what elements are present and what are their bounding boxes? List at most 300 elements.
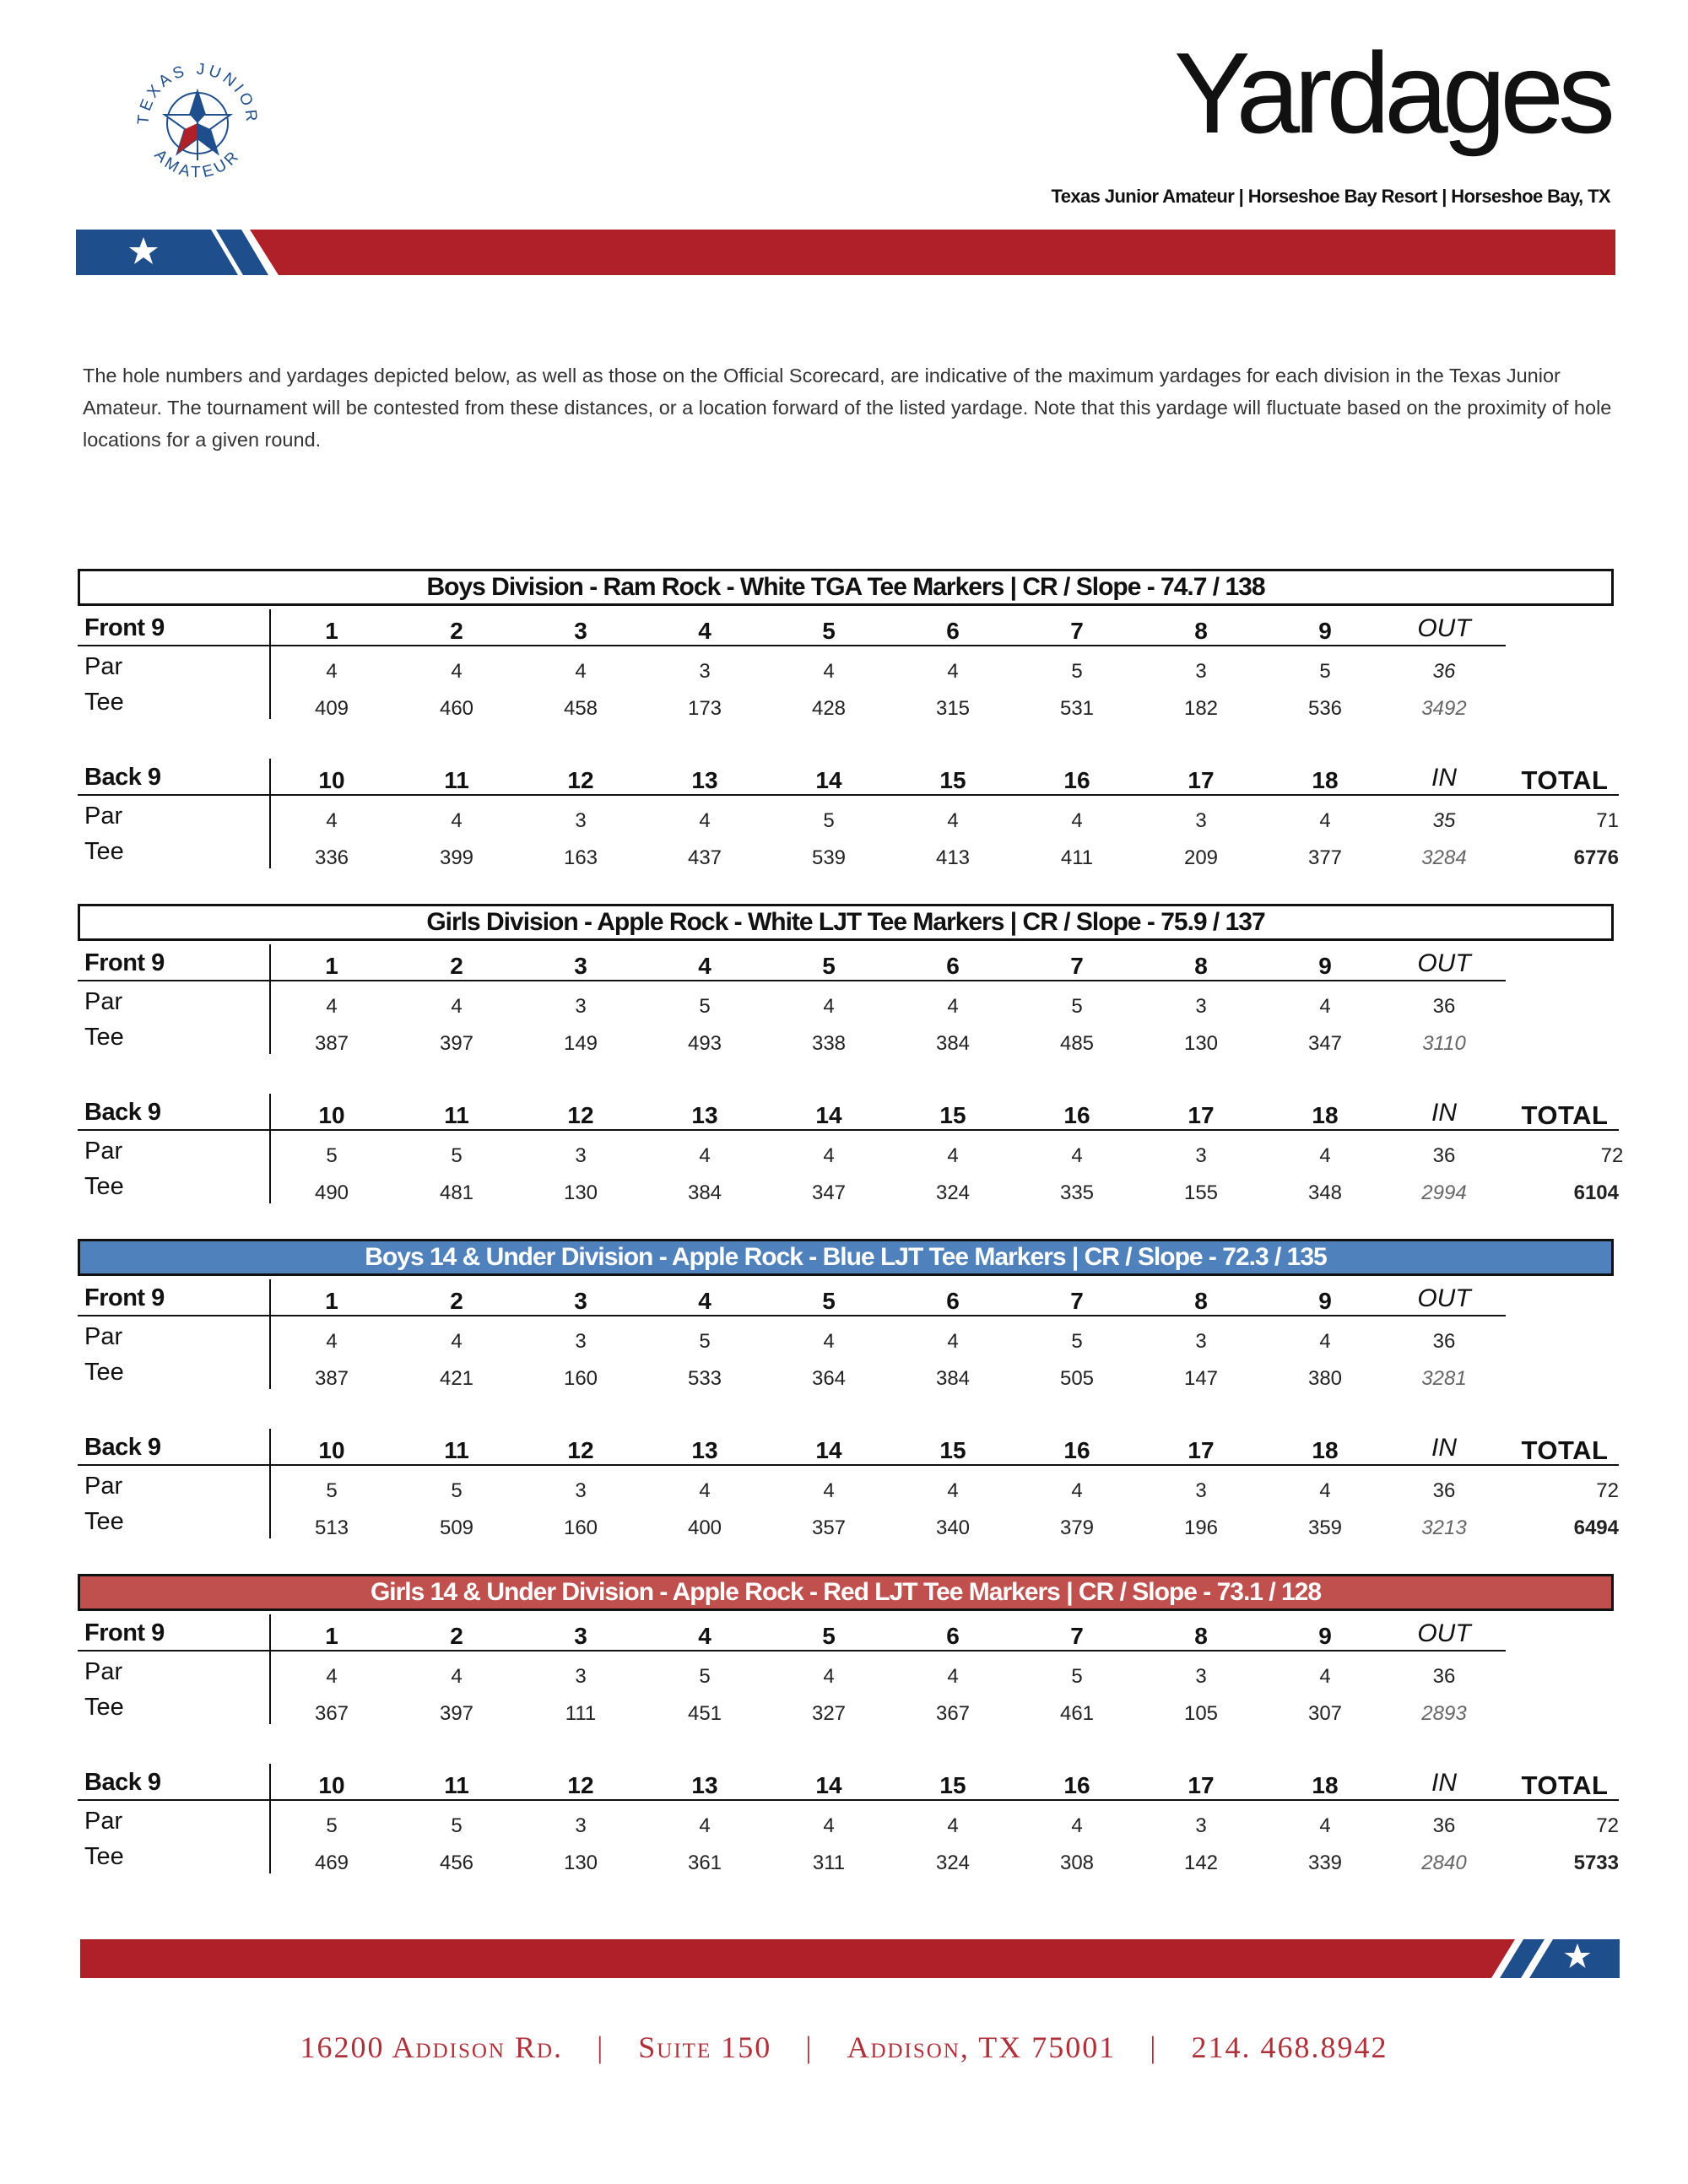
back-nine-block — [78, 1094, 1624, 1212]
par-total: 71 — [1596, 809, 1619, 832]
hole-number: 17 — [1188, 1437, 1215, 1463]
par-value: 3 — [575, 1479, 587, 1502]
yardage-subtotal: 2994 — [1421, 1181, 1467, 1204]
hole-number: 6 — [946, 618, 960, 644]
par-value: 4 — [823, 1479, 835, 1502]
hole-number: 9 — [1318, 618, 1332, 644]
par-value: 5 — [1319, 660, 1331, 683]
yardage-value: 481 — [439, 1181, 474, 1204]
svg-text:TEXAS JUNIOR: TEXAS JUNIOR — [134, 60, 261, 126]
par-value: 4 — [1319, 1814, 1331, 1837]
total-header: TOTAL — [1521, 1435, 1609, 1465]
yardage-value: 105 — [1183, 1702, 1219, 1725]
address-street: 16200 Addison Rd. — [300, 2030, 564, 2064]
tee-row-label: Tee — [84, 838, 124, 865]
hole-number: 10 — [318, 767, 345, 793]
division-title: Boys 14 & Under Division - Apple Rock - Blue LJT Tee Markers | CR / Slope - 72.3 / 135 — [78, 1239, 1614, 1276]
yardage-value: 111 — [565, 1702, 597, 1725]
hole-number: 15 — [939, 1102, 966, 1128]
par-row-label: Par — [84, 1138, 123, 1165]
hole-number: 17 — [1188, 767, 1215, 793]
header-rule — [78, 980, 1506, 981]
yardage-value: 160 — [563, 1367, 598, 1390]
par-subtotal: 36 — [1432, 1479, 1456, 1502]
back-nine-label: Back 9 — [84, 1099, 161, 1126]
par-value: 5 — [1071, 1665, 1083, 1688]
par-value: 5 — [823, 809, 835, 832]
yardage-value: 364 — [811, 1367, 847, 1390]
yardage-value: 357 — [811, 1516, 847, 1539]
hole-number: 10 — [318, 1772, 345, 1798]
par-value: 3 — [575, 1814, 587, 1837]
hole-number: 2 — [450, 953, 463, 979]
yardage-value: 307 — [1307, 1702, 1343, 1725]
hole-number: 18 — [1312, 767, 1339, 793]
yardage-value: 413 — [935, 846, 971, 869]
hole-number: 3 — [574, 1288, 587, 1314]
yardage-value: 397 — [439, 1702, 474, 1725]
par-row-label: Par — [84, 1808, 123, 1835]
par-value: 4 — [823, 1814, 835, 1837]
column-divider — [269, 609, 271, 719]
yardage-value: 367 — [314, 1702, 349, 1725]
in-header: IN — [1431, 1769, 1457, 1797]
column-divider — [269, 1614, 271, 1724]
front-nine-block — [78, 944, 1619, 1062]
hole-number: 15 — [939, 1437, 966, 1463]
par-subtotal: 36 — [1432, 1144, 1456, 1167]
hole-number: 1 — [325, 953, 338, 979]
tee-row-label: Tee — [84, 1694, 124, 1721]
par-value: 4 — [1071, 1479, 1083, 1502]
par-value: 4 — [326, 1330, 338, 1353]
footer-address — [0, 2030, 1688, 2065]
par-value: 3 — [1195, 995, 1207, 1018]
yardage-value: 196 — [1183, 1516, 1219, 1539]
par-value: 3 — [1195, 1144, 1207, 1167]
hole-number: 9 — [1318, 1623, 1332, 1649]
par-value: 4 — [451, 995, 463, 1018]
column-divider — [269, 1279, 271, 1389]
yardage-subtotal: 2840 — [1421, 1852, 1467, 1874]
column-divider — [269, 1764, 271, 1873]
yardage-value: 399 — [439, 846, 474, 869]
par-total: 72 — [1600, 1144, 1624, 1167]
par-value: 5 — [1071, 1330, 1083, 1353]
par-subtotal: 36 — [1432, 1330, 1456, 1353]
hole-number: 16 — [1063, 767, 1090, 793]
par-value: 4 — [699, 1144, 711, 1167]
out-header: OUT — [1417, 1619, 1471, 1647]
yardage-value: 160 — [563, 1516, 598, 1539]
header-rule — [78, 1650, 1506, 1652]
yardage-value: 182 — [1183, 697, 1219, 720]
yardage-value: 536 — [1307, 697, 1343, 720]
total-header: TOTAL — [1521, 765, 1609, 795]
par-value: 3 — [575, 1665, 587, 1688]
division-title: Girls Division - Apple Rock - White LJT Tee Markers | CR / Slope - 75.9 / 137 — [78, 904, 1614, 941]
header-rule — [78, 645, 1506, 646]
back-nine-block — [78, 1429, 1619, 1547]
address-suite: Suite 150 — [638, 2030, 772, 2064]
hole-number: 2 — [450, 1623, 463, 1649]
hole-number: 8 — [1194, 618, 1208, 644]
hole-number: 12 — [567, 767, 594, 793]
par-value: 4 — [1319, 1330, 1331, 1353]
yardage-value: 539 — [811, 846, 847, 869]
hole-number: 11 — [444, 1437, 469, 1463]
par-value: 5 — [451, 1144, 463, 1167]
yardage-subtotal: 3110 — [1422, 1032, 1466, 1055]
par-value: 4 — [947, 1479, 959, 1502]
hole-number: 4 — [698, 1288, 711, 1314]
out-header: OUT — [1417, 1284, 1471, 1312]
yardage-value: 149 — [563, 1032, 598, 1055]
yardage-value: 377 — [1307, 846, 1343, 869]
par-value: 4 — [451, 1665, 463, 1688]
yardage-value: 348 — [1307, 1181, 1343, 1204]
back-nine-label: Back 9 — [84, 764, 161, 791]
intro-paragraph: The hole numbers and yardages depicted below, as well as those on the Official Scorecard, are indicative of the maximum yardages for each division in the Texas Junior Amateur. The tournament will be contested from these distances, or a location forward of the listed yardage. Note that this yardage will fluctuate based on the proximity of hole locations for a given round. — [83, 365, 1612, 451]
yardage-value: 387 — [314, 1367, 349, 1390]
par-value: 4 — [1319, 1665, 1331, 1688]
par-value: 5 — [326, 1479, 338, 1502]
hole-number: 2 — [450, 618, 463, 644]
par-subtotal: 36 — [1432, 1665, 1456, 1688]
yardage-subtotal: 2893 — [1421, 1702, 1467, 1725]
hole-number: 3 — [574, 618, 587, 644]
yardage-value: 531 — [1059, 697, 1095, 720]
yardage-value: 533 — [687, 1367, 722, 1390]
hole-number: 7 — [1070, 618, 1084, 644]
par-row-label: Par — [84, 803, 123, 830]
yardage-value: 130 — [1183, 1032, 1219, 1055]
column-divider — [269, 944, 271, 1054]
par-value: 3 — [1195, 660, 1207, 683]
front-nine-block — [78, 1279, 1619, 1397]
yardage-value: 361 — [687, 1852, 722, 1874]
par-row-label: Par — [84, 653, 123, 680]
division-title: Girls 14 & Under Division - Apple Rock - Red LJT Tee Markers | CR / Slope - 73.1 / 128 — [78, 1574, 1614, 1611]
hole-number: 16 — [1063, 1772, 1090, 1798]
yardage-value: 437 — [687, 846, 722, 869]
out-header: OUT — [1417, 614, 1471, 642]
yardage-value: 509 — [439, 1516, 474, 1539]
yardage-value: 461 — [1059, 1702, 1095, 1725]
par-value: 5 — [699, 995, 711, 1018]
yardage-total: 6494 — [1573, 1516, 1619, 1539]
hole-number: 7 — [1070, 953, 1084, 979]
par-value: 5 — [326, 1814, 338, 1837]
yardage-value: 336 — [314, 846, 349, 869]
par-value: 4 — [1071, 1814, 1083, 1837]
address-separator: | — [597, 2030, 605, 2064]
yardage-value: 384 — [687, 1181, 722, 1204]
hole-number: 12 — [567, 1772, 594, 1798]
hole-number: 11 — [444, 1772, 469, 1798]
par-value: 5 — [451, 1479, 463, 1502]
hole-number: 12 — [567, 1437, 594, 1463]
par-value: 4 — [699, 1814, 711, 1837]
par-value: 4 — [823, 1330, 835, 1353]
par-row-label: Par — [84, 1473, 123, 1500]
par-value: 3 — [1195, 1479, 1207, 1502]
yardage-value: 311 — [812, 1852, 846, 1874]
hole-number: 11 — [444, 1102, 469, 1128]
hole-number: 4 — [698, 953, 711, 979]
hole-number: 15 — [939, 1772, 966, 1798]
par-value: 4 — [699, 809, 711, 832]
yardage-total: 6104 — [1573, 1181, 1619, 1204]
hole-number: 15 — [939, 767, 966, 793]
hole-number: 9 — [1318, 1288, 1332, 1314]
yardage-total: 5733 — [1573, 1852, 1619, 1874]
par-value: 4 — [1319, 1144, 1331, 1167]
front-nine-block — [78, 609, 1619, 727]
par-value: 5 — [699, 1330, 711, 1353]
out-header: OUT — [1417, 949, 1471, 977]
par-value: 4 — [326, 809, 338, 832]
par-value: 3 — [575, 995, 587, 1018]
hole-number: 8 — [1194, 953, 1208, 979]
hole-number: 13 — [691, 1437, 718, 1463]
hole-number: 13 — [691, 1772, 718, 1798]
yardage-value: 367 — [935, 1702, 971, 1725]
yardage-value: 400 — [687, 1516, 722, 1539]
yardage-total: 6776 — [1573, 846, 1619, 869]
par-value: 4 — [947, 995, 959, 1018]
hole-number: 18 — [1312, 1772, 1339, 1798]
back-nine-label: Back 9 — [84, 1769, 161, 1796]
hole-number: 7 — [1070, 1288, 1084, 1314]
tee-row-label: Tee — [84, 1359, 124, 1386]
hole-number: 18 — [1312, 1102, 1339, 1128]
hole-number: 8 — [1194, 1623, 1208, 1649]
hole-number: 16 — [1063, 1437, 1090, 1463]
par-value: 4 — [823, 660, 835, 683]
yardage-subtotal: 3284 — [1421, 846, 1467, 869]
front-nine-label: Front 9 — [84, 1619, 165, 1646]
hole-number: 1 — [325, 1288, 338, 1314]
yardage-value: 324 — [935, 1181, 971, 1204]
address-separator: | — [1150, 2030, 1158, 2064]
par-value: 4 — [823, 1144, 835, 1167]
tee-row-label: Tee — [84, 1508, 124, 1535]
yardage-value: 451 — [687, 1702, 722, 1725]
yardage-value: 130 — [563, 1852, 598, 1874]
par-value: 5 — [451, 1814, 463, 1837]
yardage-value: 340 — [935, 1516, 971, 1539]
in-header: IN — [1431, 1099, 1457, 1127]
par-value: 4 — [947, 1144, 959, 1167]
par-value: 4 — [1319, 809, 1331, 832]
par-value: 4 — [823, 1665, 835, 1688]
yardage-subtotal: 3213 — [1421, 1516, 1467, 1539]
par-value: 3 — [575, 1330, 587, 1353]
par-value: 4 — [1071, 1144, 1083, 1167]
hole-number: 14 — [815, 1772, 842, 1798]
yardage-value: 339 — [1307, 1852, 1343, 1874]
yardage-value: 335 — [1059, 1181, 1095, 1204]
yardage-value: 411 — [1060, 846, 1094, 869]
par-total: 72 — [1596, 1814, 1619, 1837]
par-value: 3 — [1195, 1665, 1207, 1688]
texas-junior-amateur-logo — [127, 52, 268, 194]
hole-number: 3 — [574, 1623, 587, 1649]
yardage-value: 384 — [935, 1032, 971, 1055]
header-rule — [78, 1464, 1619, 1466]
page-title: Yardages — [1173, 29, 1610, 157]
par-total: 72 — [1596, 1479, 1619, 1502]
hole-number: 18 — [1312, 1437, 1339, 1463]
yardage-value: 513 — [314, 1516, 349, 1539]
par-value: 4 — [947, 1665, 959, 1688]
yardage-value: 409 — [314, 697, 349, 720]
yardage-value: 505 — [1059, 1367, 1095, 1390]
address-separator: | — [805, 2030, 814, 2064]
hole-number: 14 — [815, 1102, 842, 1128]
hole-number: 1 — [325, 1623, 338, 1649]
yardage-value: 338 — [811, 1032, 847, 1055]
hole-number: 1 — [325, 618, 338, 644]
hole-number: 9 — [1318, 953, 1332, 979]
par-value: 4 — [1319, 1479, 1331, 1502]
tee-row-label: Tee — [84, 1173, 124, 1200]
hole-number: 6 — [946, 1288, 960, 1314]
hole-number: 6 — [946, 1623, 960, 1649]
par-value: 4 — [947, 1814, 959, 1837]
par-value: 3 — [1195, 1814, 1207, 1837]
hole-number: 12 — [567, 1102, 594, 1128]
par-value: 3 — [575, 809, 587, 832]
yardage-value: 380 — [1307, 1367, 1343, 1390]
yardage-value: 155 — [1183, 1181, 1219, 1204]
par-value: 4 — [1071, 809, 1083, 832]
par-value: 4 — [451, 660, 463, 683]
yardage-value: 142 — [1183, 1852, 1219, 1874]
yardage-value: 460 — [439, 697, 474, 720]
yardage-value: 397 — [439, 1032, 474, 1055]
par-value: 4 — [451, 1330, 463, 1353]
par-subtotal: 35 — [1432, 809, 1456, 832]
par-row-label: Par — [84, 1658, 123, 1685]
hole-number: 17 — [1188, 1772, 1215, 1798]
yardage-value: 347 — [811, 1181, 847, 1204]
footer-flag-banner — [80, 1939, 1620, 1978]
par-value: 4 — [699, 1479, 711, 1502]
hole-number: 14 — [815, 767, 842, 793]
par-subtotal: 36 — [1432, 1814, 1456, 1837]
par-value: 5 — [1071, 995, 1083, 1018]
hole-number: 5 — [822, 953, 836, 979]
yardage-value: 384 — [935, 1367, 971, 1390]
par-subtotal: 36 — [1432, 660, 1456, 683]
yardage-value: 458 — [563, 697, 598, 720]
column-divider — [269, 1094, 271, 1203]
yardage-value: 387 — [314, 1032, 349, 1055]
front-nine-label: Front 9 — [84, 614, 165, 641]
column-divider — [269, 759, 271, 868]
yardage-value: 173 — [687, 697, 722, 720]
yardage-value: 456 — [439, 1852, 474, 1874]
hole-number: 5 — [822, 1288, 836, 1314]
yardage-value: 485 — [1059, 1032, 1095, 1055]
header-rule — [78, 1799, 1619, 1801]
total-header: TOTAL — [1521, 1770, 1609, 1800]
hole-number: 2 — [450, 1288, 463, 1314]
address-city: Addison, TX 75001 — [847, 2030, 1117, 2064]
par-value: 3 — [699, 660, 711, 683]
yardage-value: 209 — [1183, 846, 1219, 869]
par-value: 4 — [947, 809, 959, 832]
yardage-value: 315 — [935, 697, 971, 720]
back-nine-block — [78, 1764, 1619, 1882]
hole-number: 14 — [815, 1437, 842, 1463]
flag-banner — [76, 230, 1615, 275]
par-value: 4 — [326, 995, 338, 1018]
hole-number: 4 — [698, 1623, 711, 1649]
par-value: 3 — [1195, 1330, 1207, 1353]
yardage-value: 327 — [811, 1702, 847, 1725]
hole-number: 16 — [1063, 1102, 1090, 1128]
header-rule — [78, 794, 1619, 796]
hole-number: 4 — [698, 618, 711, 644]
par-value: 4 — [947, 660, 959, 683]
par-value: 4 — [947, 1330, 959, 1353]
tee-row-label: Tee — [84, 1024, 124, 1051]
hole-number: 13 — [691, 1102, 718, 1128]
yardage-value: 490 — [314, 1181, 349, 1204]
par-value: 5 — [699, 1665, 711, 1688]
yardage-value: 379 — [1059, 1516, 1095, 1539]
hole-number: 13 — [691, 767, 718, 793]
yardage-value: 359 — [1307, 1516, 1343, 1539]
par-value: 4 — [326, 660, 338, 683]
svg-text:AMATEUR: AMATEUR — [150, 146, 245, 182]
address-phone: 214. 468.8942 — [1191, 2030, 1388, 2064]
back-nine-block — [78, 759, 1619, 877]
yardage-value: 324 — [935, 1852, 971, 1874]
yardage-value: 493 — [687, 1032, 722, 1055]
header-rule — [78, 1129, 1619, 1131]
yardage-value: 308 — [1059, 1852, 1095, 1874]
par-value: 4 — [326, 1665, 338, 1688]
par-value: 5 — [1071, 660, 1083, 683]
par-row-label: Par — [84, 1323, 123, 1350]
hole-number: 5 — [822, 618, 836, 644]
hole-number: 17 — [1188, 1102, 1215, 1128]
tee-row-label: Tee — [84, 1843, 124, 1870]
in-header: IN — [1431, 764, 1457, 792]
yardage-value: 163 — [563, 846, 598, 869]
yardage-value: 469 — [314, 1852, 349, 1874]
hole-number: 7 — [1070, 1623, 1084, 1649]
yardage-subtotal: 3281 — [1421, 1367, 1467, 1390]
par-value: 5 — [326, 1144, 338, 1167]
front-nine-label: Front 9 — [84, 1284, 165, 1311]
front-nine-label: Front 9 — [84, 949, 165, 976]
hole-number: 6 — [946, 953, 960, 979]
tee-row-label: Tee — [84, 689, 124, 716]
par-value: 4 — [1319, 995, 1331, 1018]
hole-number: 5 — [822, 1623, 836, 1649]
par-value: 4 — [823, 995, 835, 1018]
yardage-value: 347 — [1307, 1032, 1343, 1055]
total-header: TOTAL — [1521, 1100, 1609, 1130]
yardage-value: 147 — [1183, 1367, 1219, 1390]
column-divider — [269, 1429, 271, 1538]
par-value: 4 — [451, 809, 463, 832]
